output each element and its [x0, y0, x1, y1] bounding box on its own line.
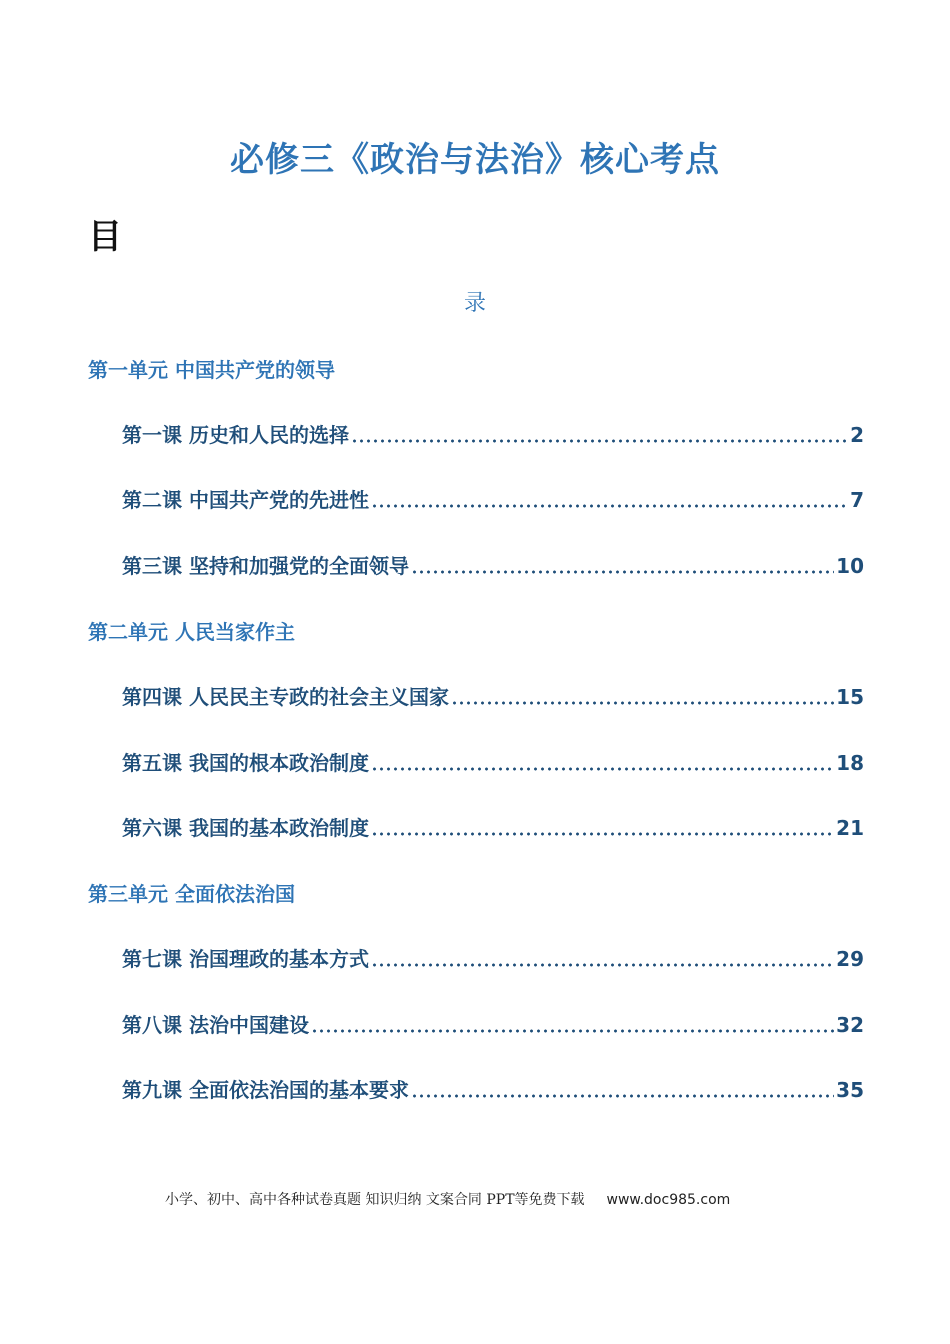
toc-page-number: 2	[850, 423, 864, 447]
toc-lesson-label: 第四课 人民民主专政的社会主义国家	[122, 685, 449, 709]
toc-lesson-label: 第八课 法治中国建设	[122, 1013, 309, 1037]
toc-lesson-label: 第五课 我国的根本政治制度	[122, 751, 369, 775]
toc-lesson-8[interactable]	[122, 1011, 864, 1039]
dot-leader	[371, 963, 834, 967]
toc-lesson-label: 第三课 坚持和加强党的全面领导	[122, 554, 409, 578]
toc-lesson-label: 第七课 治国理政的基本方式	[122, 947, 369, 971]
toc-lesson-label: 第六课 我国的基本政治制度	[122, 816, 369, 840]
dot-leader	[451, 701, 834, 705]
dot-leader	[371, 504, 848, 508]
footer-url[interactable]: www.doc985.com	[606, 1192, 731, 1208]
toc-heading-first-char: 目	[88, 217, 122, 257]
toc-lesson-label: 第九课 全面依法治国的基本要求	[122, 1078, 409, 1102]
toc-page-number: 15	[836, 685, 864, 709]
toc-heading-second-char: 录	[463, 291, 486, 316]
toc-page-number: 7	[850, 488, 864, 512]
footer-text: 小学、初中、高中各种试卷真题 知识归纳 文案合同 PPT等免费下载	[165, 1192, 585, 1208]
toc-lesson-2[interactable]	[122, 486, 864, 514]
dot-leader	[371, 767, 834, 771]
toc-page-number: 32	[836, 1013, 864, 1037]
toc-page-number: 35	[836, 1078, 864, 1102]
page-footer	[165, 1189, 730, 1211]
toc-lesson-1[interactable]	[122, 421, 864, 449]
dot-leader	[351, 439, 848, 443]
toc-lesson-label: 第二课 中国共产党的先进性	[122, 488, 369, 512]
toc-lesson-9[interactable]	[122, 1076, 864, 1104]
toc-unit-2[interactable]: 第二单元 人民当家作主	[88, 620, 295, 644]
dot-leader	[311, 1029, 834, 1033]
dot-leader	[411, 1094, 834, 1098]
toc-page-number: 29	[836, 947, 864, 971]
document-title: 必修三《政治与法治》核心考点	[230, 140, 720, 180]
toc-page-number: 18	[836, 751, 864, 775]
toc-page-number: 10	[836, 554, 864, 578]
toc-lesson-7[interactable]	[122, 945, 864, 973]
dot-leader	[371, 832, 834, 836]
toc-lesson-label: 第一课 历史和人民的选择	[122, 423, 349, 447]
toc-unit-1[interactable]: 第一单元 中国共产党的领导	[88, 358, 335, 382]
toc-lesson-3[interactable]	[122, 552, 864, 580]
toc-lesson-4[interactable]	[122, 683, 864, 711]
toc-lesson-5[interactable]	[122, 749, 864, 777]
toc-unit-3[interactable]: 第三单元 全面依法治国	[88, 882, 295, 906]
toc-lesson-6[interactable]	[122, 814, 864, 842]
dot-leader	[411, 570, 834, 574]
toc-page-number: 21	[836, 816, 864, 840]
